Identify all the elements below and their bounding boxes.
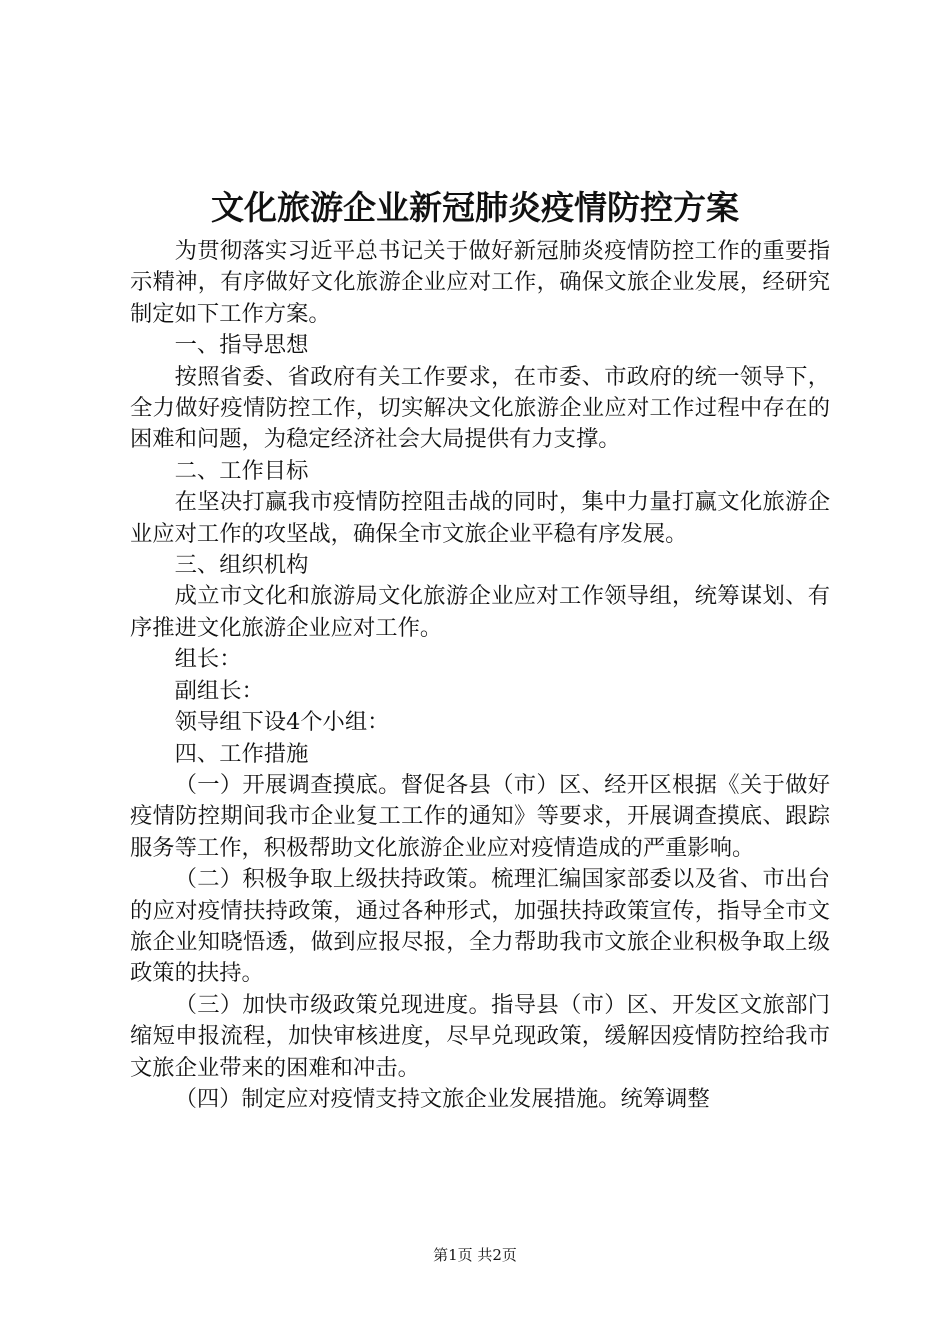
work-goals-paragraph: 在坚决打赢我市疫情防控阻击战的同时，集中力量打赢文化旅游企业应对工作的攻坚战，确保全市文旅企业平稳有序发展。 (130, 489, 830, 547)
measure-2-paragraph: （二）积极争取上级扶持政策。梳理汇编国家部委以及省、市出台的应对疫情扶持政策，通过各种形式，加强扶持政策宣传，指导全市文旅企业知晓悟透，做到应报尽报，全力帮助我市文旅企业积极争取上级政策的扶持。 (130, 866, 830, 987)
measure-1-paragraph: （一）开展调查摸底。督促各县（市）区、经开区根据《关于做好疫情防控期间我市企业复工工作的通知》等要求，开展调查摸底、跟踪服务等工作，积极帮助文化旅游企业应对疫情造成的严重影响。 (130, 771, 830, 861)
intro-paragraph: 为贯彻落实习近平总书记关于做好新冠肺炎疫情防控工作的重要指示精神，有序做好文化旅游企业应对工作，确保文旅企业发展，经研究制定如下工作方案。 (130, 238, 830, 327)
guiding-ideology-paragraph: 按照省委、省政府有关工作要求，在市委、市政府的统一领导下，全力做好疫情防控工作，切实解决文化旅游企业应对工作过程中存在的困难和问题，为稳定经济社会大局提供有力支撑。 (130, 363, 830, 453)
subgroups-line: 领导组下设4个小组： (174, 709, 390, 736)
section-heading-guiding-ideology: 一、指导思想 (174, 332, 309, 359)
section-heading-work-goals: 二、工作目标 (174, 457, 309, 484)
group-leader-line: 组长： (174, 646, 242, 673)
measure-3-paragraph: （三）加快市级政策兑现进度。指导县（市）区、开发区文旅部门缩短申报流程，加快审核进度，尽早兑现政策，缓解因疫情防控给我市文旅企业带来的困难和冲击。 (130, 991, 830, 1081)
section-heading-work-measures: 四、工作措施 (174, 740, 309, 767)
deputy-group-leader-line: 副组长： (174, 677, 264, 704)
section-heading-organization: 三、组织机构 (174, 552, 309, 579)
document-body (130, 236, 830, 1115)
document-title: 文化旅游企业新冠肺炎疫情防控方案 (211, 188, 739, 227)
measure-4-paragraph: （四）制定应对疫情支持文旅企业发展措施。统筹调整 (174, 1085, 710, 1112)
page-footer: 第1页 共2页 (433, 1246, 517, 1264)
organization-paragraph: 成立市文化和旅游局文化旅游企业应对工作领导组，统筹谋划、有序推进文化旅游企业应对工作。 (130, 583, 830, 641)
